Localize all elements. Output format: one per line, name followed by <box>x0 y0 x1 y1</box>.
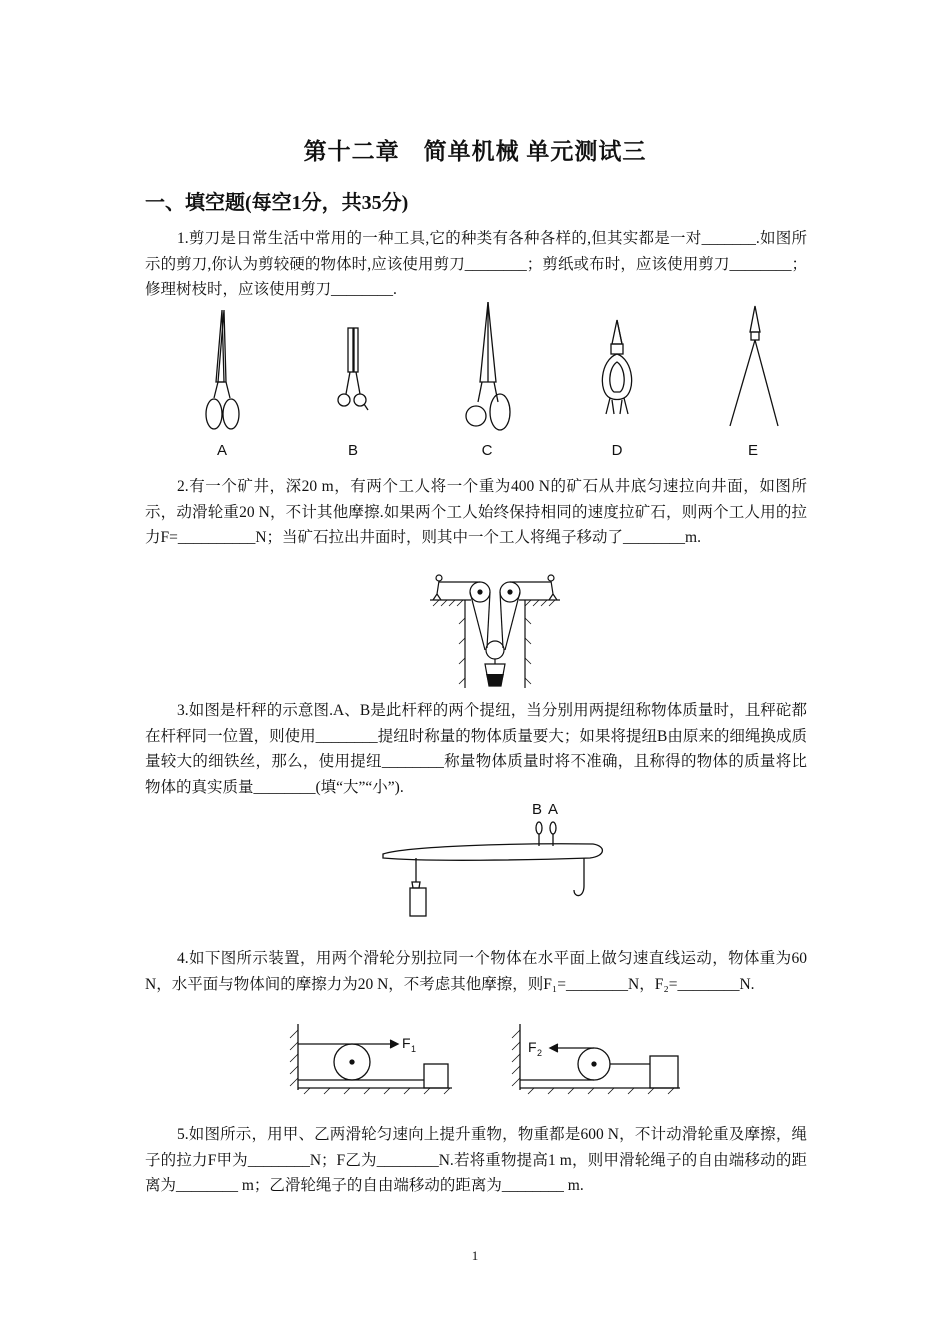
scissors-label-d: D <box>611 442 623 459</box>
scissors-c <box>466 302 510 430</box>
force-label-f1-sub: 1 <box>411 1044 417 1054</box>
question-3 <box>145 698 807 800</box>
horizontal-pulley-figure <box>284 1020 688 1098</box>
scissors-label-a: A <box>216 442 228 459</box>
scissors-d <box>602 320 631 414</box>
question-2-text: 2.有一个矿井，深20 m，有两个工人将一个重为400 N的矿石从井底匀速拉向井面，如图所示，动滑轮重20 N，不计其他摩擦.如果两个工人始终保持相同的速度拉矿石，则两个工人用的拉力F=__________N；当矿石拉出井面时，则其中一个工人将绳子移动了________m. <box>145 478 807 546</box>
question-4-text: 4.如下图所示装置，用两个滑轮分别拉同一个物体在水平面上做匀速直线运动，物体重为60 N，水平面与物体间的摩擦力为20 N，不考虑其他摩擦，则F₁=________N，F₂=________N. <box>145 950 807 993</box>
document-title: 第十二章 简单机械 单元测试三 <box>303 139 647 164</box>
force-label-f1: F <box>402 1035 411 1051</box>
force-label-f2: F <box>528 1039 537 1055</box>
steelyard-label-b: B <box>532 801 543 818</box>
scissors-label-b: B <box>347 442 359 459</box>
question-2 <box>145 474 807 551</box>
steelyard-label-a: A <box>548 801 559 818</box>
question-4 <box>145 946 807 997</box>
scissors-label-c: C <box>481 442 493 459</box>
steelyard-figure <box>378 796 606 922</box>
page-number: 1 <box>471 1248 479 1263</box>
mine-pulley-figure <box>425 568 565 690</box>
scissors-b <box>338 328 368 410</box>
question-1-text: 1.剪刀是日常生活中常用的一种工具,它的种类有各种各样的,但其实都是一对_______.如图所示的剪刀,你认为剪较硬的物体时,应该使用剪刀________；剪纸或布时，应该使用剪刀________；修理树枝时，应该使用剪刀________. <box>145 230 807 298</box>
section-heading: 一、填空题(每空1分，共35分) <box>145 192 409 214</box>
question-3-text: 3.如图是杆秤的示意图.A、B是此杆秤的两个提纽，当分别用两提纽称物体质量时，且秤砣都在杆秤同一位置，则使用________提纽时称量的物体质量要大；如果将提纽B由原来的细绳换成质量较大的细铁丝，那么，使用提纽________称量物体质量时将不准确，且称得的物体的质量将比物体的真实质量________(填“大”“小”). <box>145 702 807 796</box>
scissors-figure <box>180 302 800 462</box>
question-5-text: 5.如图所示，用甲、乙两滑轮匀速向上提升重物，物重都是600 N，不计动滑轮重及摩擦，绳子的拉力F甲为________N；F乙为________N.若将重物提高1 m，则甲滑轮绳子的自由端移动的距离为________ m；乙滑轮绳子的自由端移动的距离为________ m. <box>145 1126 807 1194</box>
question-1 <box>145 226 807 303</box>
scissors-label-e: E <box>747 442 759 459</box>
scissors-e <box>730 306 778 426</box>
scissors-a <box>206 310 239 429</box>
force-label-f2-sub: 2 <box>537 1048 543 1058</box>
question-5 <box>145 1122 807 1199</box>
